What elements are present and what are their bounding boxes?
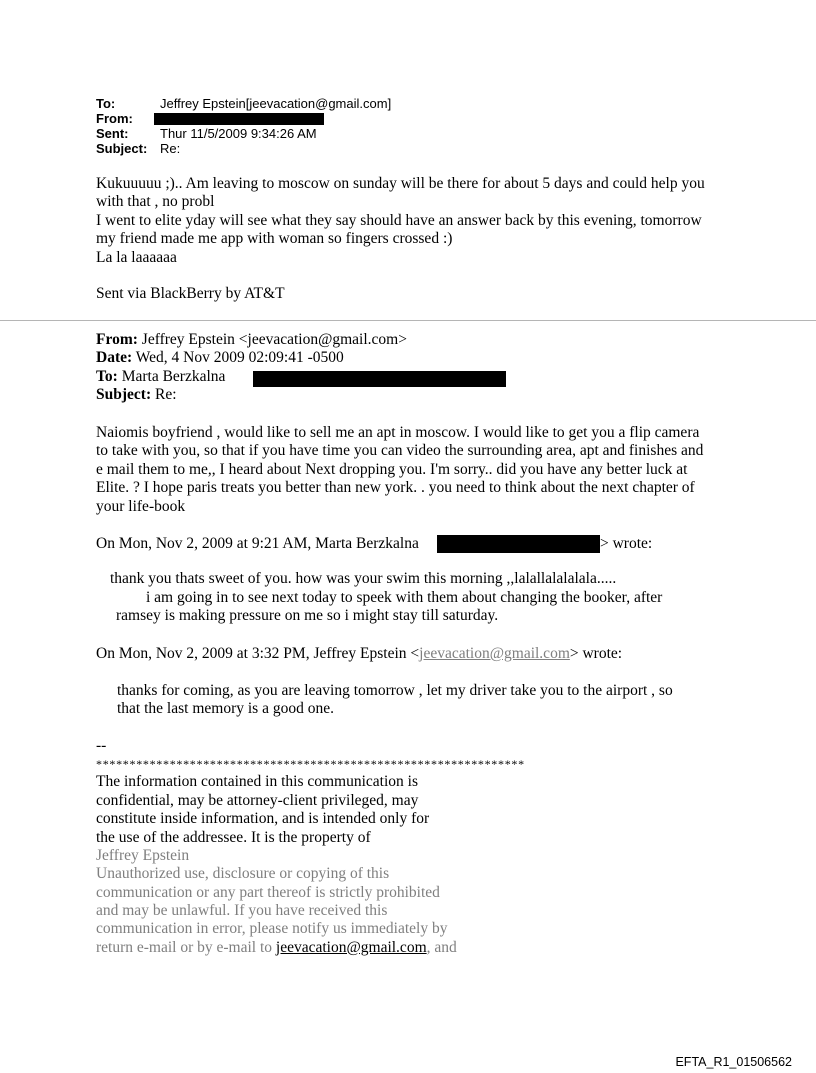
disclaimer-line: confidential, may be attorney-client privileged, may xyxy=(96,792,419,809)
email-header xyxy=(96,96,391,156)
wrote-label: > wrote: xyxy=(600,535,653,552)
message-body-2 xyxy=(96,424,703,516)
quote-intro-text: On Mon, Nov 2, 2009 at 3:32 PM, Jeffrey Epstein < xyxy=(96,645,420,662)
quote-line: thank you thats sweet of you. how was your swim this morning ,,lalallalalalala..... xyxy=(110,570,617,587)
quote-intro-end xyxy=(600,535,652,553)
sent-value: Thur 11/5/2009 9:34:26 AM xyxy=(160,126,317,141)
disclaimer-line: Jeffrey Epstein xyxy=(96,847,190,864)
to-row xyxy=(96,96,391,111)
disclaimer-last-line xyxy=(96,939,457,957)
message-line: I went to elite yday will see what they say should have an answer back by this evening, tomorrow xyxy=(96,211,702,229)
subject-row xyxy=(96,141,391,156)
disclaimer-text: return e-mail or by e-mail to xyxy=(96,939,276,956)
quote-line: thanks for coming, as you are leaving tomorrow , let my driver take you to the airport , so xyxy=(117,682,673,699)
disclaimer-line: Unauthorized use, disclosure or copying of this xyxy=(96,865,390,882)
fwd-date-row xyxy=(96,349,407,367)
signature-stars: **************************************************************** xyxy=(96,757,525,771)
message-line: to take with you, so that if you have time you can video the surrounding area, apt and finishes and xyxy=(96,442,704,460)
fwd-from-row xyxy=(96,331,407,349)
to-value: Jeffrey Epstein[jeevacation@gmail.com] xyxy=(160,96,392,111)
email-link[interactable]: jeevacation@gmail.com xyxy=(419,645,570,662)
quote-intro-1 xyxy=(96,535,419,553)
disclaimer-text: , and xyxy=(426,939,457,956)
quote-intro-text: On Mon, Nov 2, 2009 at 9:21 AM, Marta Berzkalna xyxy=(96,535,419,552)
forwarded-header xyxy=(96,331,407,405)
document-id: EFTA_R1_01506562 xyxy=(675,1055,792,1069)
disclaimer-line: the use of the addressee. It is the property of xyxy=(96,829,371,846)
redaction-box xyxy=(253,371,506,387)
message-line: Naiomis boyfriend , would like to sell me an apt in moscow. I would like to get you a flip camera xyxy=(96,424,700,441)
disclaimer-line: and may be unlawful. If you have received this xyxy=(96,902,388,919)
sent-row xyxy=(96,126,391,141)
message-line: my friend made me app with woman so fingers crossed :) xyxy=(96,230,453,248)
message-line: your life-book xyxy=(96,497,186,515)
quote-line: i am going in to see next today to speek with them about changing the booker, after xyxy=(146,589,663,606)
disclaimer-line: communication in error, please notify us immediately by xyxy=(96,920,448,937)
sent-label: Sent: xyxy=(96,126,129,141)
fwd-to-value: Marta Berzkalna xyxy=(121,367,226,385)
message-line: Kukuuuuu ;).. Am leaving to moscow on sunday will be there for about 5 days and could help you xyxy=(96,175,705,192)
fwd-date-value: Wed, 4 Nov 2009 02:09:41 -0500 xyxy=(135,349,344,367)
fwd-from-value: Jeffrey Epstein <jeevacation@gmail.com> xyxy=(141,331,407,348)
redaction-box xyxy=(437,535,600,553)
message-line: with that , no probl xyxy=(96,193,215,211)
message-line: La la laaaaaa xyxy=(96,248,177,266)
quote-intro-2 xyxy=(96,645,622,663)
fwd-to-row xyxy=(96,368,407,386)
fwd-from-label: From: xyxy=(96,331,138,348)
message-line: Elite. ? I hope paris treats you better than new york. . you need to think about the next chapter of xyxy=(96,479,695,497)
from-row xyxy=(96,111,391,126)
redaction-box xyxy=(154,113,324,125)
fwd-subject-value: Re: xyxy=(154,386,177,404)
fwd-subject-label: Subject: xyxy=(96,386,152,404)
from-label: From: xyxy=(96,111,133,126)
disclaimer-line: communication or any part thereof is strictly prohibited xyxy=(96,884,440,901)
message-line: e mail them to me,, I heard about Next dropping you. I'm sorry.. did you have any better luck at xyxy=(96,460,688,478)
to-label: To: xyxy=(96,96,116,111)
quote-line: that the last memory is a good one. xyxy=(117,700,334,717)
disclaimer-line: constitute inside information, and is intended only for xyxy=(96,810,430,827)
signature-dashes: -- xyxy=(96,737,107,754)
fwd-subject-row xyxy=(96,386,407,404)
subject-label: Subject: xyxy=(96,141,148,156)
quote-line: ramsey is making pressure on me so i might stay till saturday. xyxy=(116,607,499,624)
email-link[interactable]: jeevacation@gmail.com xyxy=(275,939,427,956)
fwd-to-label: To: xyxy=(96,367,118,385)
subject-value: Re: xyxy=(160,141,181,156)
divider-line xyxy=(0,320,816,321)
fwd-date-label: Date: xyxy=(96,349,133,367)
signature: Sent via BlackBerry by AT&T xyxy=(96,285,285,303)
message-body xyxy=(96,175,736,304)
disclaimer-line: The information contained in this communication is xyxy=(96,773,418,790)
wrote-label: > wrote: xyxy=(569,645,623,662)
